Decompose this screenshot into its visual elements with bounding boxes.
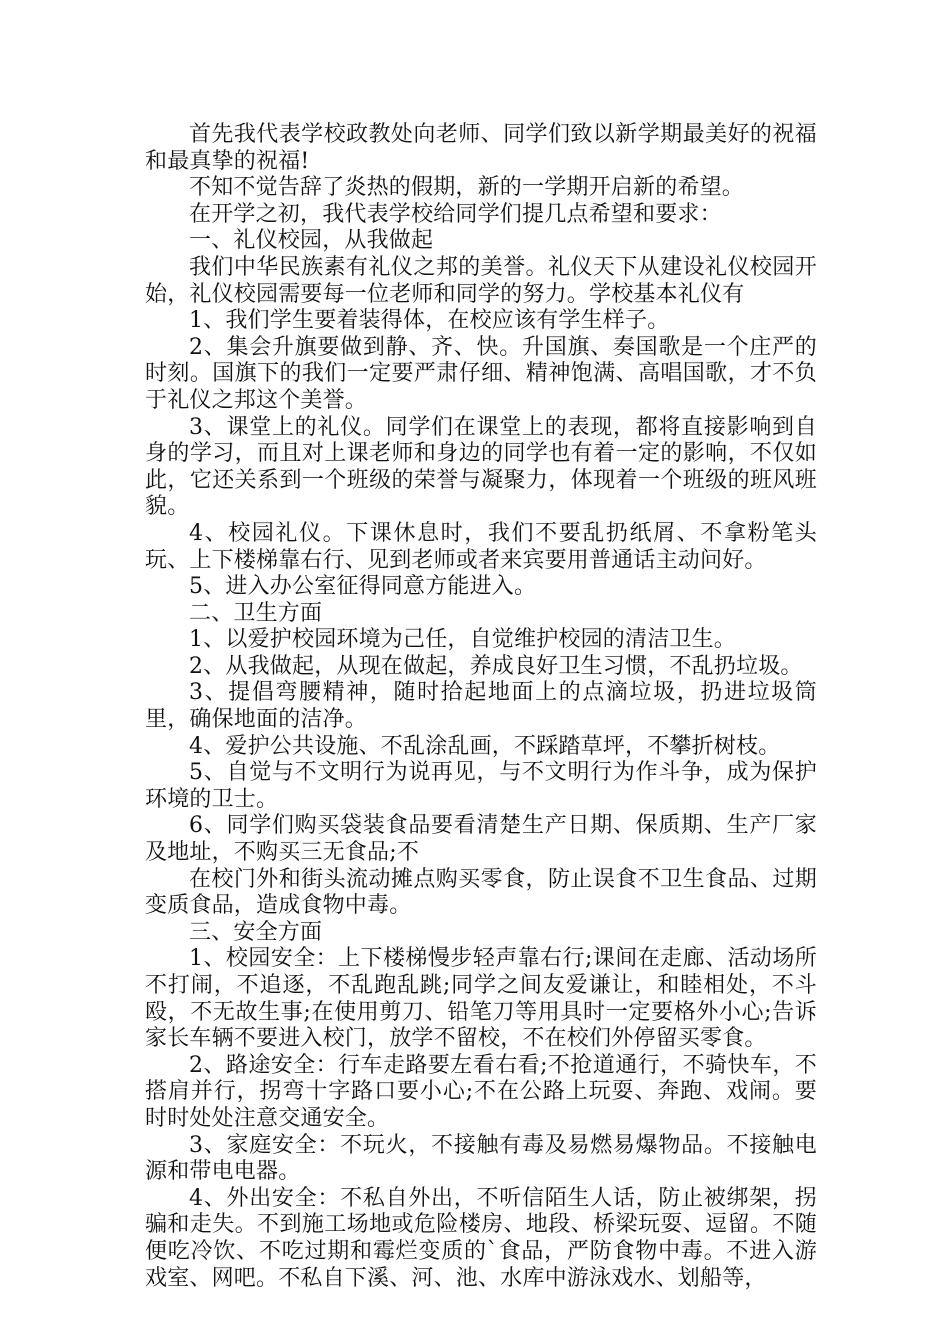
list-item-hygiene-5: 5、自觉与不文明行为说再见，与不文明行为作斗争，成为保护环境的卫士。 [145, 760, 817, 812]
paragraph-holiday: 不知不觉告辞了炎热的假期，新的一学期开启新的希望。 [189, 175, 745, 201]
list-item-safety-3: 3、家庭安全：不玩火，不接触有毒及易燃易爆物品。不接触电源和带电电器。 [145, 1132, 817, 1185]
list-item-safety-1: 1、校园安全：上下楼梯慢步轻声靠右行;课间在走廊、活动场所不打闹，不追逐，不乱跑乱跳;同学之间友爱谦让，和睦相处，不斗殴，不无故生事;在使用剪刀、铅笔刀等用具时一定要格外小心;告诉家长车辆不要进入校门，放学不留校，不在校们外停留买零食。 [145, 946, 817, 1052]
list-item-hygiene-3: 3、提倡弯腰精神，随时拾起地面上的点滴垃圾，扔进垃圾筒里，确保地面的洁净。 [145, 680, 817, 733]
section-heading-hygiene: 二、卫生方面 [189, 600, 323, 626]
list-item-hygiene-6: 6、同学们购买袋装食品要看清楚生产日期、保质期、生产厂家及地址，不购买三无食品;不 [145, 813, 817, 866]
list-item-hygiene-2: 2、从我做起，从现在做起，养成良好卫生习惯，不乱扔垃圾。 [189, 653, 803, 679]
list-item-etiquette-3: 3、课堂上的礼仪。同学们在课堂上的表现，都将直接影响到自身的学习，而且对上课老师和身边的同学也有着一定的影响，不仅如此，它还关系到一个班级的荣誉与凝聚力，体现着一个班级的班风班貌。 [145, 414, 817, 520]
list-item-etiquette-1: 1、我们学生要着装得体，在校应该有学生样子。 [189, 308, 670, 334]
list-item-hygiene-6-cont: 在校门外和街头流动摊点购买零食，防止误食不卫生食品、过期变质食品，造成食物中毒。 [145, 866, 817, 919]
list-item-safety-4: 4、外出安全：不私自外出，不听信陌生人话，防止被绑架，拐骗和走失。不到施工场地或危险楼房、地段、桥梁玩耍、逗留。不随便吃冷饮、不吃过期和霉烂变质的`食品，严防食物中毒。不进入游戏室、网吧。不私自下溪、河、池、水库中游泳戏水、划船等， [145, 1185, 817, 1291]
paragraph-etiquette-intro: 我们中华民族素有礼仪之邦的美誉。礼仪天下从建设礼仪校园开始，礼仪校园需要每一位老师和同学的努力。学校基本礼仪有 [145, 254, 817, 307]
section-heading-etiquette: 一、礼仪校园，从我做起 [189, 228, 434, 254]
document-body [145, 122, 817, 1292]
list-item-etiquette-4: 4、校园礼仪。下课休息时，我们不要乱扔纸屑、不拿粉笔头玩、上下楼梯靠右行、见到老师或者来宾要用普通话主动问好。 [145, 520, 817, 573]
list-item-hygiene-1: 1、以爱护校园环境为己任，自觉维护校园的清洁卫生。 [189, 627, 736, 653]
paragraph-intro: 在开学之初，我代表学校给同学们提几点希望和要求： [189, 201, 722, 227]
list-item-hygiene-4: 4、爱护公共设施、不乱涂乱画，不踩踏草坪，不攀折树枝。 [189, 733, 781, 759]
list-item-etiquette-5: 5、进入办公室征得同意方能进入。 [189, 574, 537, 600]
paragraph-greeting: 首先我代表学校政教处向老师、同学们致以新学期最美好的祝福和最真挚的祝福! [145, 122, 817, 174]
list-item-safety-2: 2、路途安全：行车走路要左看右看;不抢道通行，不骑快车，不搭肩并行，拐弯十字路口要小心;不在公路上玩耍、奔跑、戏闹。要时时处处注意交通安全。 [145, 1052, 817, 1131]
section-heading-safety: 三、安全方面 [189, 919, 323, 945]
list-item-etiquette-2: 2、集会升旗要做到静、齐、快。升国旗、奏国歌是一个庄严的时刻。国旗下的我们一定要严肃仔细、精神饱满、高唱国歌，才不负于礼仪之邦这个美誉。 [145, 334, 817, 413]
